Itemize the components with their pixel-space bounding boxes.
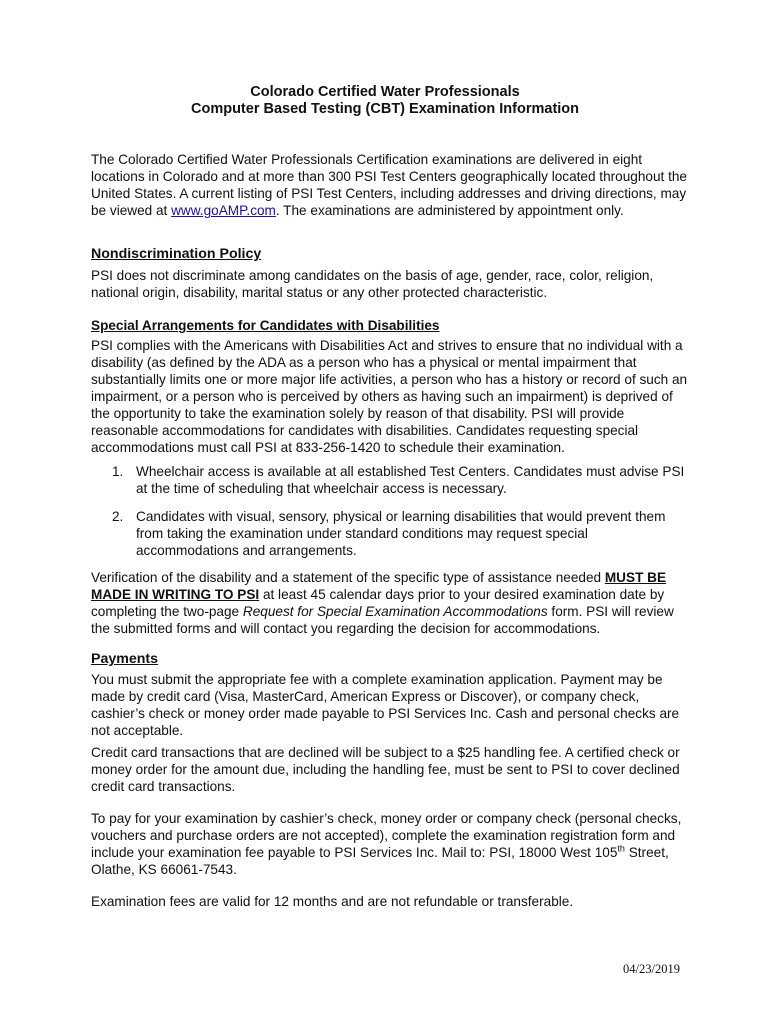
list-item-number: 2. bbox=[112, 509, 124, 524]
intro-text-end: . The examinations are administered by appointment only. bbox=[275, 203, 624, 218]
verification-text-3: form. PSI will review the submitted forms and will contact you regarding the decision for accommodations. bbox=[91, 604, 674, 636]
must-be-made-in-writing: MUST BE MADE IN WRITING TO PSI bbox=[91, 570, 667, 602]
title-line-1: Colorado Certified Water Professionals bbox=[250, 84, 520, 100]
intro-paragraph bbox=[91, 151, 691, 219]
nondiscrimination-paragraph: PSI does not discriminate among candidates on the basis of age, gender, race, color, religion, national origin, disability, marital status or any other protected characteristic. bbox=[91, 268, 654, 300]
title-line-2: Computer Based Testing (CBT) Examination Information bbox=[190, 101, 580, 117]
list-item-number: 1. bbox=[112, 464, 124, 479]
special-arrangements-heading: Special Arrangements for Candidates with Disabilities bbox=[91, 318, 440, 333]
payments-p3-text-2: Street, Olathe, KS 66061-7543. bbox=[91, 845, 669, 877]
payments-paragraph-1: You must submit the appropriate fee with a complete examination application. Payment may be made by credit card (Visa, MasterCard, American Express or Discover), or company check, cashier’s check or money order made payable to PSI Services Inc. Cash and personal checks are not acceptable. bbox=[91, 672, 680, 738]
payments-heading: Payments bbox=[91, 651, 159, 667]
special-arrangements-paragraph: PSI complies with the Americans with Disabilities Act and strives to ensure that no individual with a disability (as defined by the ADA as a person who has a physical or mental impairment that substantially limits one or more major life activities, a person who has a history or record of such an impairment, or a person who is perceived by others as having such an impairment) is deprived of the opportunity to take the examination solely by reason of that disability. PSI will provide reasonable accommodations for candidates with disabilities. Candidates requesting special accommodations must call PSI at 833-256-1420 to schedule their examination. bbox=[91, 338, 688, 455]
payments-paragraph-4: Examination fees are valid for 12 months and are not refundable or transferable. bbox=[91, 894, 574, 909]
list-item-text: Candidates with visual, sensory, physical or learning disabilities that would prevent them from taking the examination under standard conditions may request special accommodations and arrangements. bbox=[136, 509, 666, 558]
goamp-link[interactable]: www.goAMP.com bbox=[171, 203, 276, 218]
payments-paragraph-2: Credit card transactions that are declined will be subject to a $25 handling fee. A certified check or money order for the amount due, including the handling fee, must be sent to PSI to cover declined credit card transactions. bbox=[91, 745, 680, 794]
nondiscrimination-heading: Nondiscrimination Policy bbox=[91, 246, 262, 262]
footer-date: 04/23/2019 bbox=[623, 962, 680, 976]
ordinal-suffix: th bbox=[617, 843, 625, 854]
verification-paragraph bbox=[91, 569, 691, 637]
payments-p3-text-1: To pay for your examination by cashier’s check, money order or company check (personal checks, vouchers and purchase orders are not accepted), complete the examination registration form and include your examination fee payable to PSI Services Inc. Mail to: PSI, 18000 West 105 bbox=[91, 811, 682, 860]
intro-text-start: The Colorado Certified Water Professionals Certification examinations are delivered in eight locations in Colorado and at more than 300 PSI Test Centers geographically located throughout the United States. A current listing of PSI Test Centers, including addresses and driving directions, may be viewed at bbox=[91, 152, 687, 218]
verification-text-1: Verification of the disability and a statement of the specific type of assistance needed bbox=[91, 570, 605, 585]
payments-paragraph-3 bbox=[91, 810, 691, 878]
verification-text-2: at least 45 calendar days prior to your desired examination date by completing the two-page bbox=[91, 587, 665, 619]
list-item-text: Wheelchair access is available at all established Test Centers. Candidates must advise PSI at the time of scheduling that wheelchair access is necessary. bbox=[136, 464, 685, 496]
special-accommodations-form-name: Request for Special Examination Accommodations bbox=[242, 604, 548, 619]
